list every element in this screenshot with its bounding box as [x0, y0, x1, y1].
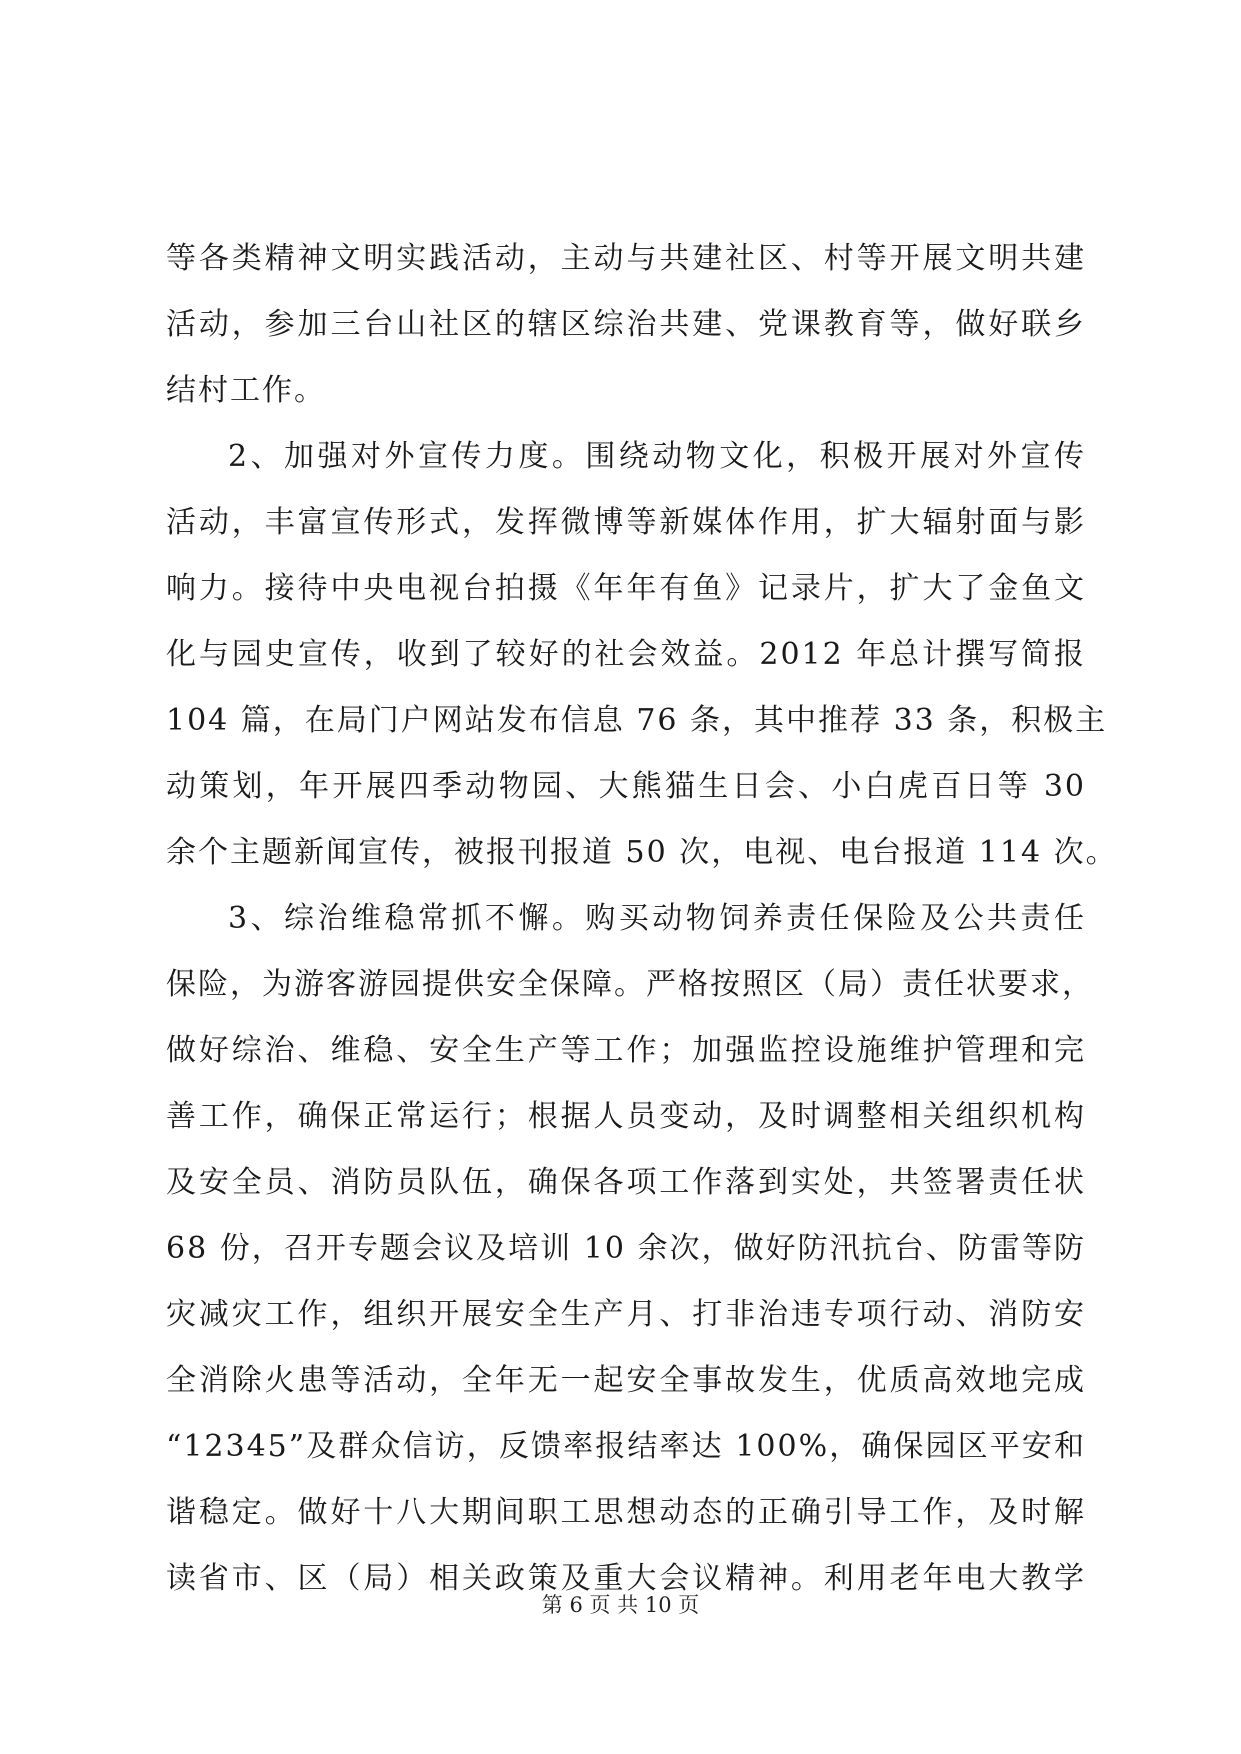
- text-line: 及安全员、消防员队伍，确保各项工作落到实处，共签署责任状: [166, 1165, 1086, 1200]
- text-line: 活动，参加三台山社区的辖区综治共建、党课教育等，做好联乡: [166, 307, 1086, 342]
- text-line: 谐稳定。做好十八大期间职工思想动态的正确引导工作，及时解: [166, 1495, 1086, 1530]
- text-line: 104 篇，在局门户网站发布信息 76 条，其中推荐 33 条，积极主: [166, 703, 1108, 738]
- text-line: 68 份，召开专题会议及培训 10 余次，做好防汛抗台、防雷等防: [166, 1231, 1086, 1266]
- text-line: “12345”及群众信访，反馈率报结率达 100%，确保园区平安和: [166, 1429, 1086, 1464]
- paragraph-2-first-line: 2、加强对外宣传力度。围绕动物文化，积极开展对外宣传: [228, 439, 1086, 474]
- text-line: 结村工作。: [166, 373, 326, 408]
- text-line: 灾减灾工作，组织开展安全生产月、打非治违专项行动、消防安: [166, 1297, 1086, 1332]
- text-line: 等各类精神文明实践活动，主动与共建社区、村等开展文明共建: [166, 241, 1086, 276]
- text-line: 余个主题新闻宣传，被报刊报道 50 次，电视、电台报道 114 次。: [166, 835, 1118, 870]
- document-body: [166, 226, 1118, 1612]
- text-line: 读省市、区（局）相关政策及重大会议精神。利用老年电大教学: [166, 1561, 1086, 1596]
- text-line: 响力。接待中央电视台拍摄《年年有鱼》记录片，扩大了金鱼文: [166, 571, 1086, 606]
- paragraph-3-first-line: 3、综治维稳常抓不懈。购买动物饲养责任保险及公共责任: [228, 901, 1086, 936]
- text-line: 做好综治、维稳、安全生产等工作；加强监控设施维护管理和完: [166, 1033, 1086, 1068]
- text-line: 全消除火患等活动，全年无一起安全事故发生，优质高效地完成: [166, 1363, 1086, 1398]
- text-line: 活动，丰富宣传形式，发挥微博等新媒体作用，扩大辐射面与影: [166, 505, 1086, 540]
- text-line: 化与园史宣传，收到了较好的社会效益。2012 年总计撰写简报: [166, 637, 1086, 672]
- page-number-footer: 第 6 页 共 10 页: [541, 1593, 700, 1617]
- text-line: 保险，为游客游园提供安全保障。严格按照区（局）责任状要求，: [166, 967, 1094, 1002]
- text-line: 善工作，确保正常运行；根据人员变动，及时调整相关组织机构: [166, 1099, 1086, 1134]
- text-line: 动策划，年开展四季动物园、大熊猫生日会、小白虎百日等 30: [166, 769, 1086, 804]
